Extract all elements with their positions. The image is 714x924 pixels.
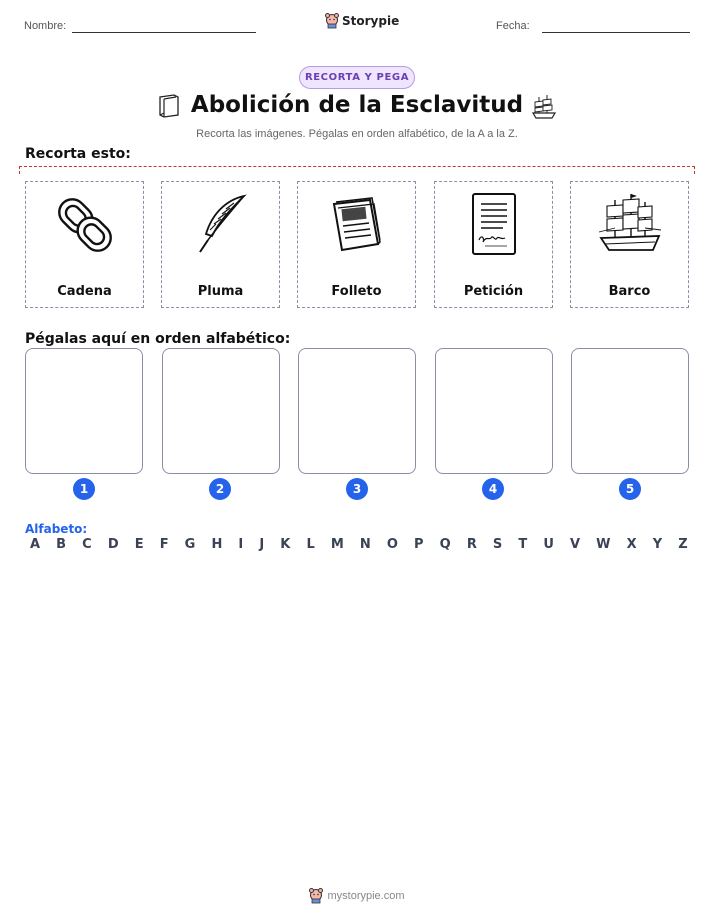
date-line <box>542 32 690 33</box>
paste-slot-3[interactable] <box>298 348 416 474</box>
name-line <box>72 32 256 33</box>
footer-url: mystorypie.com <box>327 890 405 902</box>
alphabet-letter: V <box>570 537 581 552</box>
alphabet-letter: J <box>259 537 265 552</box>
name-label: Nombre: <box>24 20 67 32</box>
cut-line <box>19 166 695 174</box>
alphabet-letter: G <box>184 537 196 552</box>
alphabet-letter: P <box>414 537 424 552</box>
feather-quill-icon <box>186 190 256 260</box>
alphabet-letter: K <box>280 537 291 552</box>
slot-number-4: 4 <box>482 478 504 500</box>
activity-badge: RECORTA Y PEGA <box>299 66 415 89</box>
card-label: Folleto <box>331 284 382 299</box>
alphabet-letter: B <box>56 537 67 552</box>
alphabet-letter: Z <box>678 537 688 552</box>
brand-name: Storypie <box>342 14 400 28</box>
alphabet-letter: A <box>30 537 41 552</box>
alphabet-letter: D <box>107 537 119 552</box>
alphabet-letter: W <box>596 537 611 552</box>
storypie-logo <box>325 13 399 29</box>
cut-card-folleto[interactable] <box>297 181 416 308</box>
date-label: Fecha: <box>496 20 530 32</box>
chain-icon <box>50 190 120 260</box>
alphabet-letter: L <box>306 537 315 552</box>
cut-card-cadena[interactable] <box>25 181 144 308</box>
alphabet-letter: E <box>134 537 144 552</box>
card-label: Petición <box>463 284 524 299</box>
alphabet-letter: S <box>492 537 503 552</box>
alphabet-letter: C <box>82 537 92 552</box>
storypie-mascot-icon <box>309 888 323 904</box>
ship-icon <box>530 93 558 121</box>
alphabet-letter: Q <box>439 537 451 552</box>
slot-number-1: 1 <box>73 478 95 500</box>
alphabet-letter: H <box>211 537 223 552</box>
footer <box>0 888 714 904</box>
page-title: Abolición de la Esclavitud <box>190 92 524 118</box>
slot-number-2: 2 <box>209 478 231 500</box>
cut-card-barco[interactable] <box>570 181 689 308</box>
paste-slot-2[interactable] <box>162 348 280 474</box>
card-label: Pluma <box>197 284 244 299</box>
sailing-ship-icon <box>595 190 665 260</box>
paste-slot-4[interactable] <box>435 348 553 474</box>
slot-number-5: 5 <box>619 478 641 500</box>
paste-slot-1[interactable] <box>25 348 143 474</box>
cut-card-pluma[interactable] <box>161 181 280 308</box>
alphabet-letter: F <box>159 537 169 552</box>
alphabet-label: Alfabeto: <box>25 522 88 536</box>
card-label: Barco <box>608 284 651 299</box>
alphabet-letter: T <box>518 537 528 552</box>
alphabet-letter: M <box>330 537 344 552</box>
paste-slot-5[interactable] <box>571 348 689 474</box>
paste-section-label: Pégalas aquí en orden alfabético: <box>25 331 291 347</box>
alphabet-letter: Y <box>652 537 663 552</box>
cut-section-label: Recorta esto: <box>25 146 131 162</box>
alphabet-letter: U <box>543 537 554 552</box>
alphabet-letter: X <box>626 537 637 552</box>
alphabet-letter: N <box>359 537 371 552</box>
instructions: Recorta las imágenes. Pégalas en orden alfabético, de la A a la Z. <box>196 128 518 140</box>
pamphlet-icon <box>322 190 392 260</box>
alphabet-letter: O <box>386 537 398 552</box>
alphabet-letter: R <box>466 537 477 552</box>
storypie-mascot-icon <box>325 13 339 29</box>
slot-number-3: 3 <box>346 478 368 500</box>
cut-card-peticion[interactable] <box>434 181 553 308</box>
petition-document-icon <box>459 190 529 260</box>
card-label: Cadena <box>57 284 112 299</box>
alphabet-row <box>25 537 693 552</box>
alphabet-letter: I <box>238 537 244 552</box>
